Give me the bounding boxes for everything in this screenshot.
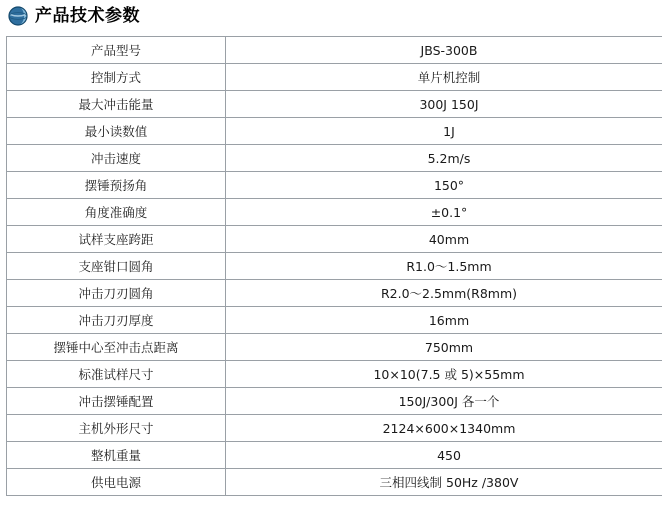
spec-value: 2124×600×1340mm bbox=[226, 415, 662, 442]
spec-label: 标准试样尺寸 bbox=[7, 361, 226, 388]
spec-label: 最小读数值 bbox=[7, 118, 226, 145]
spec-label: 最大冲击能量 bbox=[7, 91, 226, 118]
table-row bbox=[7, 442, 662, 469]
spec-label: 摆锤预扬角 bbox=[7, 172, 226, 199]
spec-label: 摆锤中心至冲击点距离 bbox=[7, 334, 226, 361]
specification-table bbox=[6, 36, 662, 496]
spec-label: 角度准确度 bbox=[7, 199, 226, 226]
spec-value: JBS-300B bbox=[226, 37, 662, 64]
table-row bbox=[7, 172, 662, 199]
spec-value: 三相四线制 50Hz /380V bbox=[226, 469, 662, 496]
spec-value: 10×10(7.5 或 5)×55mm bbox=[226, 361, 662, 388]
table-row bbox=[7, 226, 662, 253]
table-row bbox=[7, 199, 662, 226]
spec-label: 冲击速度 bbox=[7, 145, 226, 172]
spec-label: 整机重量 bbox=[7, 442, 226, 469]
spec-label: 控制方式 bbox=[7, 64, 226, 91]
spec-value: 300J 150J bbox=[226, 91, 662, 118]
spec-label: 支座钳口圆角 bbox=[7, 253, 226, 280]
table-row bbox=[7, 37, 662, 64]
table-row bbox=[7, 280, 662, 307]
spec-label: 冲击刀刃圆角 bbox=[7, 280, 226, 307]
table-row bbox=[7, 307, 662, 334]
spec-label: 产品型号 bbox=[7, 37, 226, 64]
table-row bbox=[7, 334, 662, 361]
spec-label: 供电电源 bbox=[7, 469, 226, 496]
spec-label: 冲击摆锤配置 bbox=[7, 388, 226, 415]
table-row bbox=[7, 64, 662, 91]
spec-value: 450 bbox=[226, 442, 662, 469]
table-row bbox=[7, 145, 662, 172]
table-row bbox=[7, 118, 662, 145]
spec-value: 150J/300J 各一个 bbox=[226, 388, 662, 415]
spec-label: 冲击刀刃厚度 bbox=[7, 307, 226, 334]
page-header bbox=[0, 0, 662, 30]
spec-value: 单片机控制 bbox=[226, 64, 662, 91]
spec-value: 16mm bbox=[226, 307, 662, 334]
spec-value: 150° bbox=[226, 172, 662, 199]
spec-label: 主机外形尺寸 bbox=[7, 415, 226, 442]
spec-value: ±0.1° bbox=[226, 199, 662, 226]
table-row bbox=[7, 361, 662, 388]
page-title: 产品技术参数 bbox=[35, 6, 140, 26]
table-row bbox=[7, 253, 662, 280]
spec-value: 750mm bbox=[226, 334, 662, 361]
table-row bbox=[7, 388, 662, 415]
spec-value: R2.0～2.5mm(R8mm) bbox=[226, 280, 662, 307]
spec-label: 试样支座跨距 bbox=[7, 226, 226, 253]
spec-value: 1J bbox=[226, 118, 662, 145]
globe-icon bbox=[8, 6, 28, 26]
spec-value: 5.2m/s bbox=[226, 145, 662, 172]
spec-value: 40mm bbox=[226, 226, 662, 253]
spec-value: R1.0～1.5mm bbox=[226, 253, 662, 280]
table-body bbox=[7, 37, 662, 496]
table-row bbox=[7, 469, 662, 496]
table-row bbox=[7, 91, 662, 118]
table-row bbox=[7, 415, 662, 442]
